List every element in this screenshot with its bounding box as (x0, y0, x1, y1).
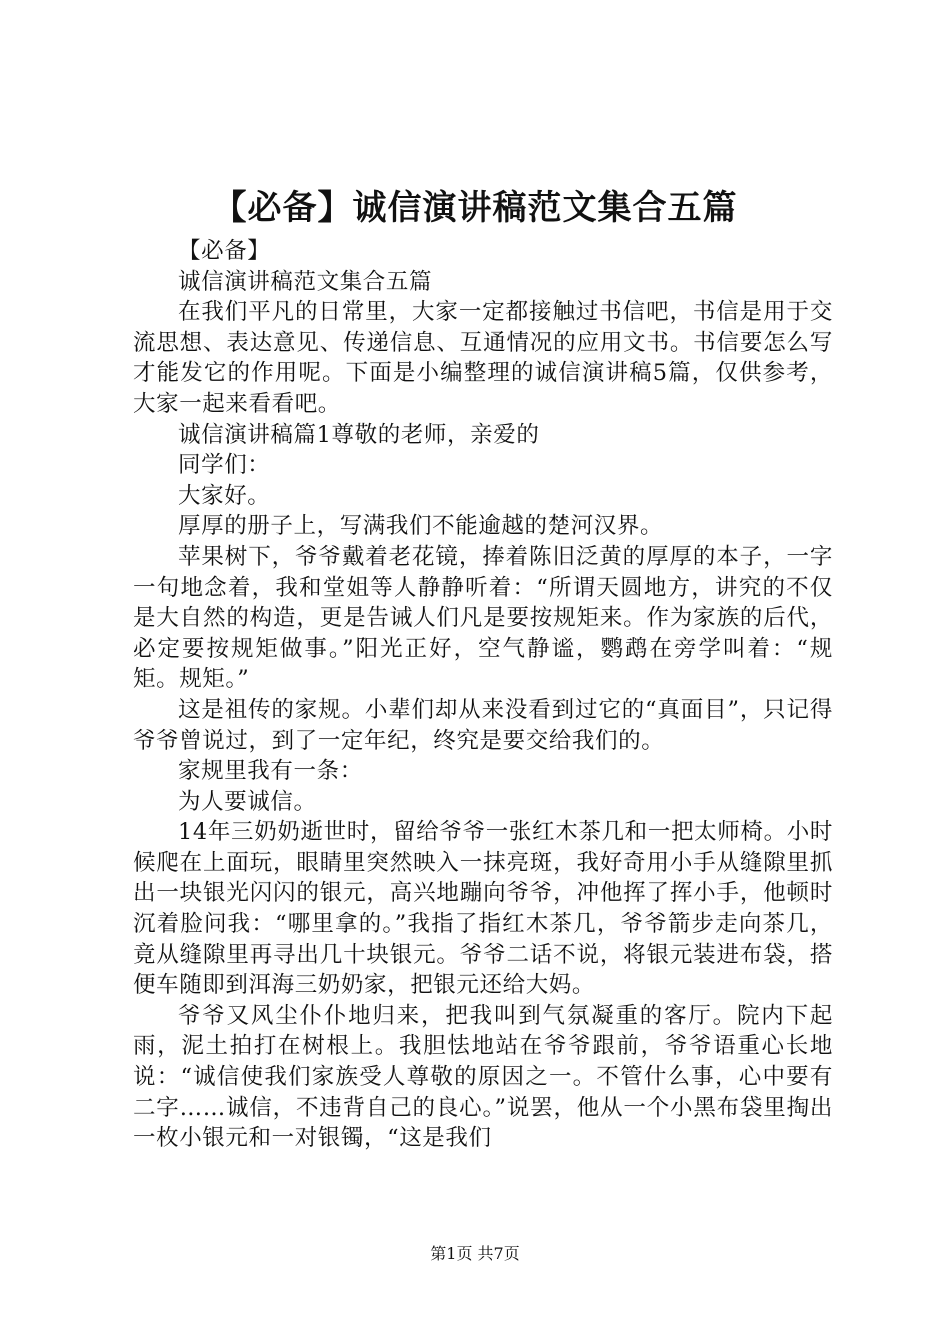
paragraph: 大家好。 (178, 482, 271, 509)
paragraph: 为人要诚信。 (178, 788, 317, 815)
paragraph: 【必备】 (178, 238, 271, 264)
paragraph: 诚信演讲稿范文集合五篇 (178, 268, 433, 295)
paragraph: 这是祖传的家规。小辈们却从来没看到过它的“真面目”，只记得爷爷曾说过，到了一定年纪，终究是要交给我们的。 (133, 696, 833, 754)
document-body (133, 236, 833, 1154)
paragraph: 14年三奶奶逝世时，留给爷爷一张红木茶几和一把太师椅。小时候爬在上面玩，眼睛里突然映入一抹亮斑，我好奇用小手从缝隙里抓出一块银光闪闪的银元，高兴地蹦向爷爷，冲他挥了挥小手，他顿时沉着脸问我：“哪里拿的。”我指了指红木茶几，爷爷箭步走向茶几，竟从缝隙里再寻出几十块银元。爷爷二话不说，将银元装进布袋，搭便车随即到洱海三奶奶家，把银元还给大妈。 (133, 819, 833, 999)
paragraph: 苹果树下，爷爷戴着老花镜，捧着陈旧泛黄的厚厚的本子，一字一句地念着，我和堂姐等人静静听着：“所谓天圆地方，讲究的不仅是大自然的构造，更是告诫人们凡是要按规矩来。作为家族的后代，必定要按规矩做事。”阳光正好，空气静谧，鹦鹉在旁学叫着：“规矩。规矩。” (133, 543, 833, 693)
paragraph: 爷爷又风尘仆仆地归来，把我叫到气氛凝重的客厅。院内下起雨，泥土拍打在树根上。我胆怯地站在爷爷跟前，爷爷语重心长地说：“诚信使我们家族受人尊敬的原因之一。不管什么事，心中要有二字……诚信，不违背自己的良心。”说罢，他从一个小黑布袋里掏出一枚小银元和一对银镯，“这是我们 (133, 1002, 833, 1152)
paragraph: 家规里我有一条： (178, 758, 363, 785)
paragraph: 同学们： (178, 452, 271, 479)
paragraph: 厚厚的册子上，写满我们不能逾越的楚河汉界。 (178, 513, 664, 540)
paragraph: 诚信演讲稿篇1尊敬的老师，亲爱的 (178, 421, 540, 448)
document-title: 【必备】诚信演讲稿范文集合五篇 (212, 188, 738, 228)
page-footer: 第1页 共7页 (430, 1244, 520, 1263)
paragraph: 在我们平凡的日常里，大家一定都接触过书信吧，书信是用于交流思想、表达意见、传递信息、互通情况的应用文书。书信要怎么写才能发它的作用呢。下面是小编整理的诚信演讲稿5篇，仅供参考，大家一起来看看吧。 (133, 299, 833, 417)
